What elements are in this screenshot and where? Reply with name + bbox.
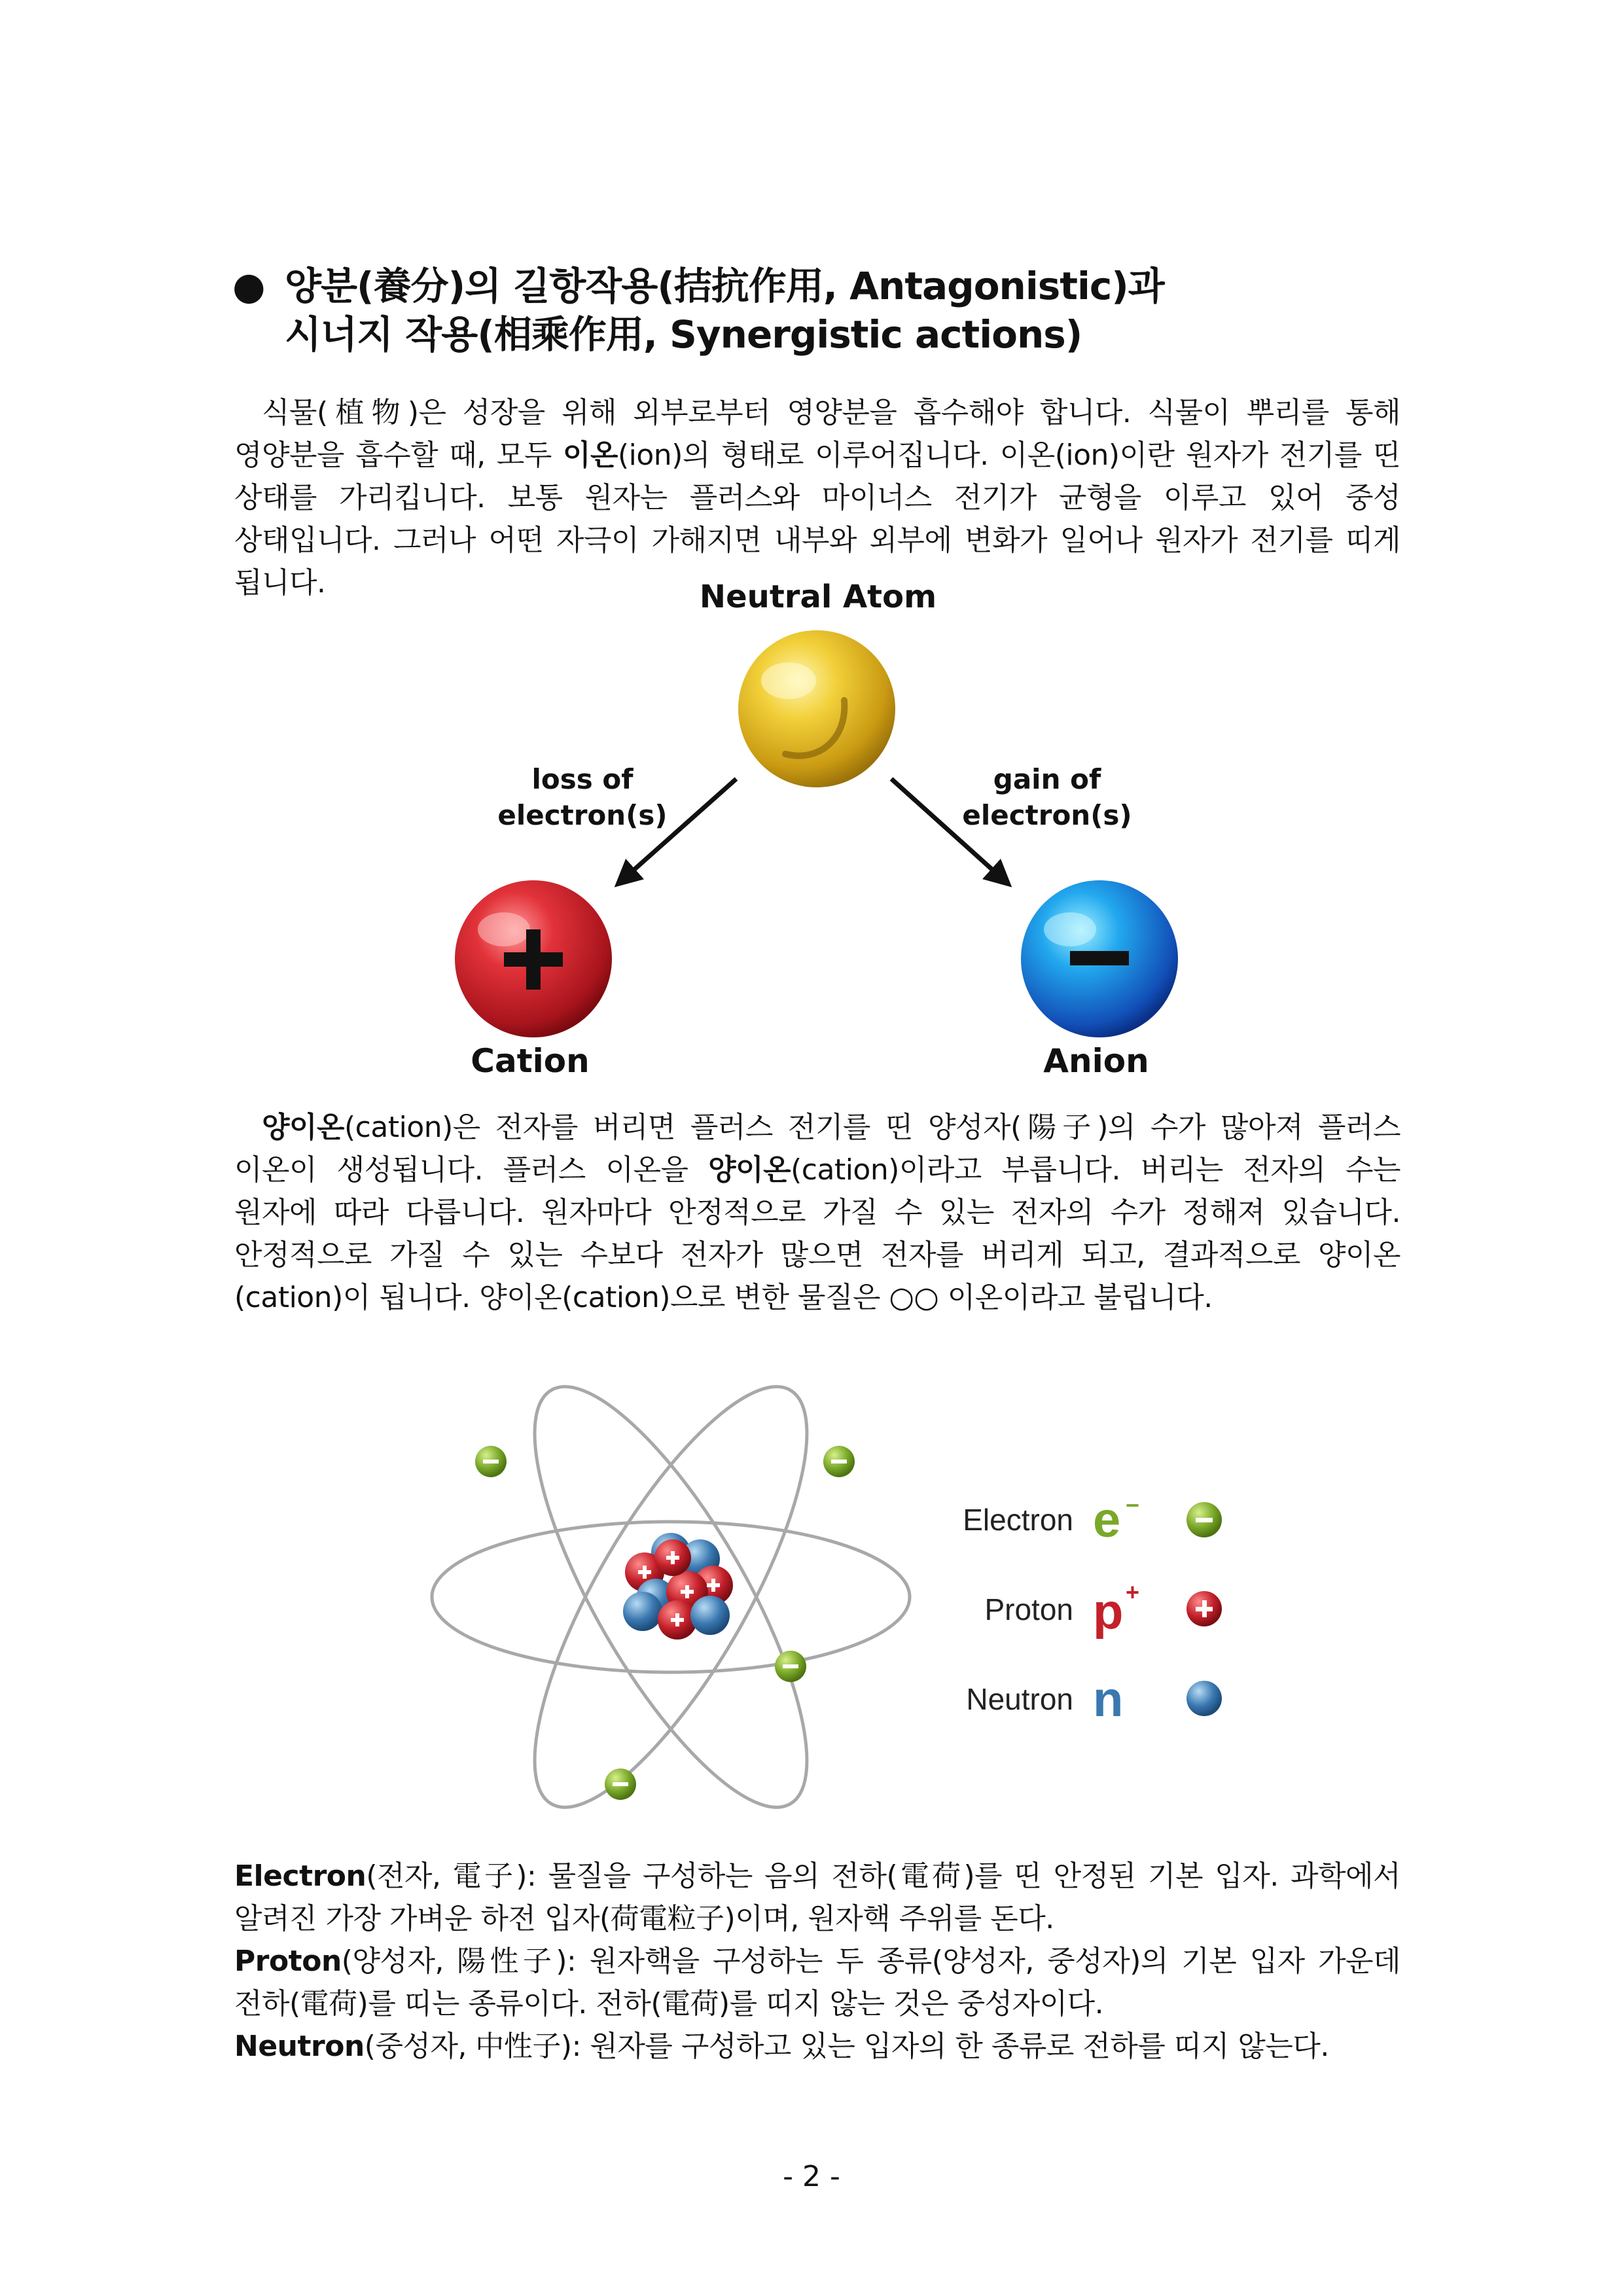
definition-proton bbox=[234, 1940, 1400, 2025]
legend-proton-superscript: + bbox=[1126, 1579, 1140, 1605]
legend-electron-label: Electron bbox=[963, 1503, 1073, 1537]
definition-text: (중성자, 中性子): 원자를 구성하고 있는 입자의 한 종류로 전하를 띠지 않는다. bbox=[364, 2030, 1329, 2063]
definition-term: Proton bbox=[234, 1945, 342, 1978]
gain-arrow bbox=[891, 779, 1008, 884]
legend-neutron-symbol: n bbox=[1093, 1672, 1124, 1727]
ion-diagram bbox=[419, 576, 1204, 1086]
anion-icon bbox=[1021, 880, 1178, 1037]
legend-proton-symbol: p bbox=[1093, 1584, 1124, 1640]
para1-bold-ion: 이온 bbox=[562, 439, 618, 472]
neutral-atom-title: Neutral Atom bbox=[699, 579, 937, 615]
para1-text-a: 식물(植物)은 성장을 위해 외부로부터 영양분을 흡수해야 합니다. 식물이 뿌리를 통해 영양분을 흡수할 때, 모두 bbox=[234, 396, 1400, 472]
neutron-icon bbox=[1186, 1681, 1222, 1716]
cation-label: Cation bbox=[471, 1042, 590, 1080]
cation-paragraph bbox=[234, 1106, 1400, 1319]
definitions bbox=[234, 1855, 1400, 2068]
loss-label-line1: loss of bbox=[531, 763, 633, 795]
cation-icon bbox=[455, 880, 612, 1037]
orbit-electron-icon bbox=[605, 1768, 636, 1800]
definition-text: (전자, 電子): 물질을 구성하는 음의 전하(電荷)를 띤 안정된 기본 입자. 과학에서 알려진 가장 가벼운 하전 입자(荷電粒子)이며, 원자핵 주위를 돈다. bbox=[234, 1859, 1400, 1935]
neutral-atom-icon bbox=[738, 630, 895, 787]
legend-proton bbox=[984, 1579, 1222, 1640]
definition-term: Neutron bbox=[234, 2030, 365, 2063]
legend-electron-symbol: e bbox=[1093, 1492, 1121, 1548]
legend-proton-label: Proton bbox=[984, 1592, 1073, 1626]
page-number: - 2 - bbox=[783, 2160, 840, 2193]
electron-icon bbox=[1186, 1502, 1222, 1537]
para2-text-2: (cation)이라고 부릅니다. 버리는 전자의 수는 원자에 따라 다릅니다. 원자마다 안정적으로 가질 수 있는 전자의 수가 정해져 있습니다. 안정적으로 가질 수 있는 수보다 전자가 많으면 전자를 버리게 되고, 결과적으로 양이온(cation)이 됩니다. 양이온(cation)으로 변한 물질은 ○○ 이온이라고 불립니다. bbox=[234, 1153, 1400, 1314]
atom-diagram bbox=[412, 1342, 1263, 1852]
bullet-icon: ● bbox=[232, 264, 265, 308]
nucleus-icon bbox=[623, 1533, 733, 1640]
para1-text-b: (ion)의 형태로 이루어집니다. 이온(ion)이란 원자가 전기를 띤 상태를 가리킵니다. 보통 원자는 플러스와 마이너스 전기가 균형을 이루고 있어 중성 상태입니다. 그러나 어떤 자극이 가해지면 내부와 외부에 변화가 일어나 원자가 전기를 띠게 됩니다. bbox=[234, 439, 1400, 600]
para2-bold-2: 양이온 bbox=[708, 1153, 791, 1187]
anion-label: Anion bbox=[1043, 1042, 1149, 1080]
orbit-electron-icon bbox=[823, 1446, 855, 1477]
heading-line-2: 시너지 작용(相乘作用, Synergistic actions) bbox=[285, 312, 1082, 357]
loss-arrow bbox=[618, 779, 736, 884]
legend-electron-superscript: − bbox=[1126, 1492, 1140, 1518]
para2-text-1: (cation)은 전자를 버리면 플러스 전기를 띤 양성자(陽子)의 수가 많아져 플러스 이온이 생성됩니다. 플러스 이온을 bbox=[234, 1111, 1400, 1187]
legend-neutron bbox=[966, 1672, 1222, 1727]
legend bbox=[963, 1492, 1222, 1727]
legend-electron bbox=[963, 1492, 1222, 1548]
para2-bold-1: 양이온 bbox=[262, 1111, 345, 1144]
intro-paragraph bbox=[234, 391, 1400, 604]
proton-icon bbox=[1186, 1591, 1222, 1626]
orbit-electron-icon bbox=[475, 1446, 507, 1477]
heading-line-1: 양분(養分)의 길항작용(拮抗作用, Antagonistic)과 bbox=[285, 264, 1164, 308]
orbit-electron-icon bbox=[775, 1651, 806, 1682]
legend-neutron-label: Neutron bbox=[966, 1682, 1073, 1716]
definition-electron bbox=[234, 1855, 1400, 1940]
definition-term: Electron bbox=[234, 1859, 366, 1893]
definition-text: (양성자, 陽性子): 원자핵을 구성하는 두 종류(양성자, 중성자)의 기본 입자 가운데 전하(電荷)를 띠는 종류이다. 전하(電荷)를 띠지 않는 것은 중성자이다. bbox=[234, 1945, 1400, 2020]
gain-label-line2: electron(s) bbox=[962, 799, 1132, 831]
definition-neutron bbox=[234, 2025, 1400, 2068]
loss-label-line2: electron(s) bbox=[497, 799, 668, 831]
gain-label-line1: gain of bbox=[993, 763, 1101, 795]
